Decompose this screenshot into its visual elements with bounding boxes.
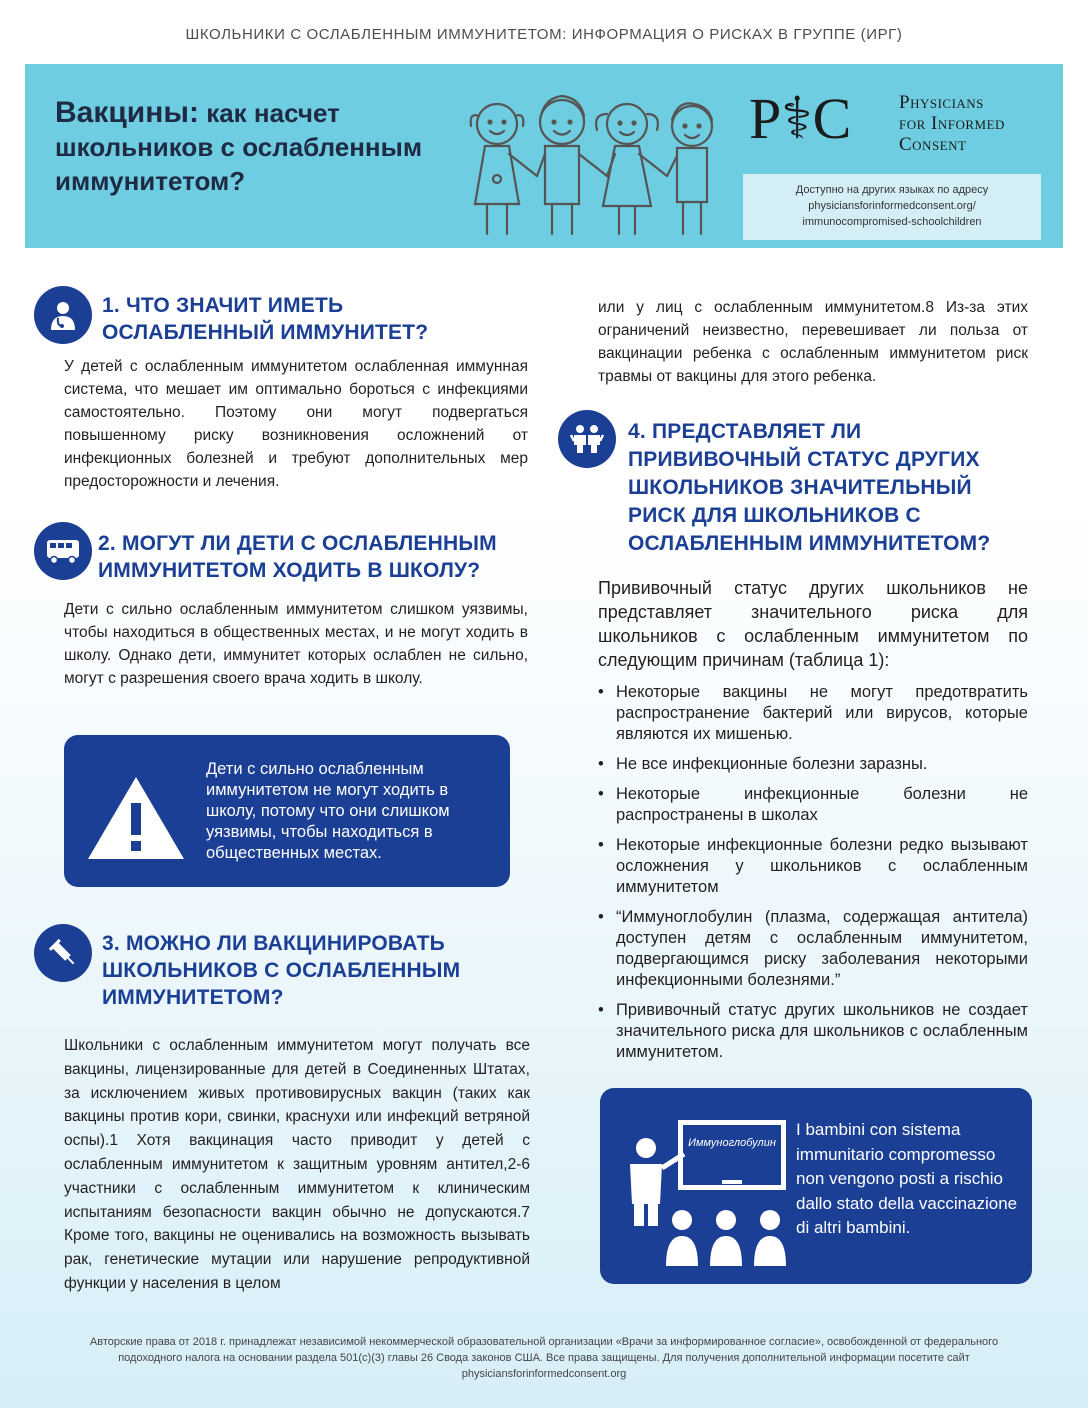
syringe-icon	[34, 924, 92, 982]
section-4-heading: 4. ПРЕДСТАВЛЯЕТ ЛИ ПРИВИВОЧНЫЙ СТАТУС ДРУГИХ ШКОЛЬНИКОВ ЗНАЧИТЕЛЬНЫЙ РИСК ДЛЯ ШКОЛЬНИКОВ С ОСЛАБЛЕННЫМ ИММУНИТЕТОМ?	[628, 420, 991, 555]
section-1-text: У детей с ослабленным иммунитетом ослабленная иммунная система, что мешает им оптимально бороться с инфекциями самостоятельно. Поэтому они могут подвергаться повышенному риску возникновения осложнений от инфекционных болезней и требуют дополнительных мер предосторожности и лечения.	[64, 358, 528, 490]
list-item: • Некоторые инфекционные болезни редко вызывают осложнения у школьников с ослабленным иммунитетом	[598, 835, 1028, 898]
board-text: Иммуноглобулин	[688, 1137, 776, 1149]
logo-text: Physicians for Informed Consent	[899, 92, 1005, 155]
list-item: • Не все инфекционные болезни заразны.	[598, 754, 1028, 775]
section-3-text-continued: или у лиц с ослабленным иммунитетом.8 Из-за этих ограничений неизвестно, перевешивает ли польза от вакцинации ребенка с ослабленным иммунитетом риск травмы от вакцины для этого ребенка.	[598, 299, 1028, 385]
availability-note: Доступно на других языках по адресу physiciansforinformedconsent.org/ immunocompromised-schoolchildren	[743, 174, 1041, 240]
bus-icon	[34, 522, 92, 580]
page-title	[55, 96, 455, 198]
reasons-list	[598, 682, 1028, 1072]
title-rest: как насчет школьников с ослабленным иммунитетом?	[55, 98, 423, 196]
section-4-intro: Прививочный статус других школьников не представляет значительного риска для школьников с ослабленным иммунитетом по следующим причинам (таблица 1):	[598, 578, 1028, 670]
list-item: • Прививочный статус других школьников не создает значительного риска для школьников с ослабленным иммунитетом.	[598, 1000, 1028, 1063]
classroom-icon	[620, 1116, 790, 1266]
warning-callout-text: Дети с сильно ослабленным иммунитетом не могут ходить в школу, потому что они слишком уязвимы, чтобы находиться в общественных местах.	[206, 760, 450, 862]
document-header-line: ШКОЛЬНИКИ С ОСЛАБЛЕННЫМ ИММУНИТЕТОМ: ИНФОРМАЦИЯ О РИСКАХ В ГРУППЕ (ИРГ)	[185, 26, 903, 43]
list-item: • “Иммуноглобулин (плазма, содержащая антитела) доступен детям с ослабленным иммунитетом, подвергающимся риску заболевания некоторыми инфекционными болезнями.”	[598, 907, 1028, 991]
warning-callout	[64, 735, 510, 887]
availability-link-path[interactable]: immunocompromised-schoolchildren	[802, 216, 982, 228]
section-2-heading: 2. МОГУТ ЛИ ДЕТИ С ОСЛАБЛЕННЫМ ИММУНИТЕТОМ ХОДИТЬ В ШКОЛУ?	[98, 532, 497, 582]
list-item: • Некоторые вакцины не могут предотвратить распространение бактерий или вирусов, которые являются их мишенью.	[598, 682, 1028, 745]
copyright-footer: Авторские права от 2018 г. принадлежат независимой некоммерческой образовательной организации «Врачи за информированное согласие», освобожденной от федерального подоходного налога на основании раздела 501(c)(3) главы 26 Свода законов США. Все права защищены. Для получения дополнительной информации посетите сайт physiciansforinformedconsent.org	[89, 1336, 999, 1380]
children-illustration	[457, 94, 729, 244]
section-1-heading: 1. ЧТО ЗНАЧИТ ИМЕТЬ ОСЛАБЛЕННЫЙ ИММУНИТЕТ?	[102, 294, 429, 344]
logo-mark: P⚕C	[749, 86, 852, 151]
availability-link[interactable]: physiciansforinformedconsent.org/	[808, 200, 976, 212]
title-lead: Вакцины:	[55, 96, 199, 129]
classroom-callout	[600, 1088, 1032, 1284]
classroom-callout-text: I bambini con sistema immunitario compromesso non vengono posti a rischio dallo stato della vaccinazione di altri bambini.	[796, 1120, 1018, 1237]
pic-logo	[749, 86, 1049, 156]
list-item: • Некоторые инфекционные болезни не распространены в школах	[598, 784, 1028, 826]
doctor-icon	[34, 286, 92, 344]
title-banner	[25, 64, 1063, 248]
section-3-heading: 3. МОЖНО ЛИ ВАКЦИНИРОВАТЬ ШКОЛЬНИКОВ С ОСЛАБЛЕННЫМ ИММУНИТЕТОМ?	[102, 932, 461, 1009]
section-2-text: Дети с сильно ослабленным иммунитетом слишком уязвимы, чтобы находиться в общественных местах, и не могут ходить в школу. Однако дети, иммунитет которых ослаблен не сильно, могут с разрешения своего врача ходить в школу.	[64, 601, 528, 687]
warning-icon	[84, 773, 188, 863]
children-icon	[558, 410, 616, 468]
section-3-text: Школьники с ослабленным иммунитетом могут получать все вакцины, лицензированные для детей в Соединенных Штатах, за исключением живых противовирусных вакцин (таких как вакцины против кори, свинки, краснухи или инфекций ветряной оспы).1 Хотя вакцинация часто приводит у детей с ослабленным иммунитетом к защитным уровням антител,2-6 участники с ослабленным иммунитетом к клиническим испытаниям безопасности вакцин обычно не допускаются.7 Кроме того, вакцины не оценивались на возможность вызывать рак, генетические мутации или нарушение репродуктивной функции у населения в целом	[64, 1037, 530, 1292]
